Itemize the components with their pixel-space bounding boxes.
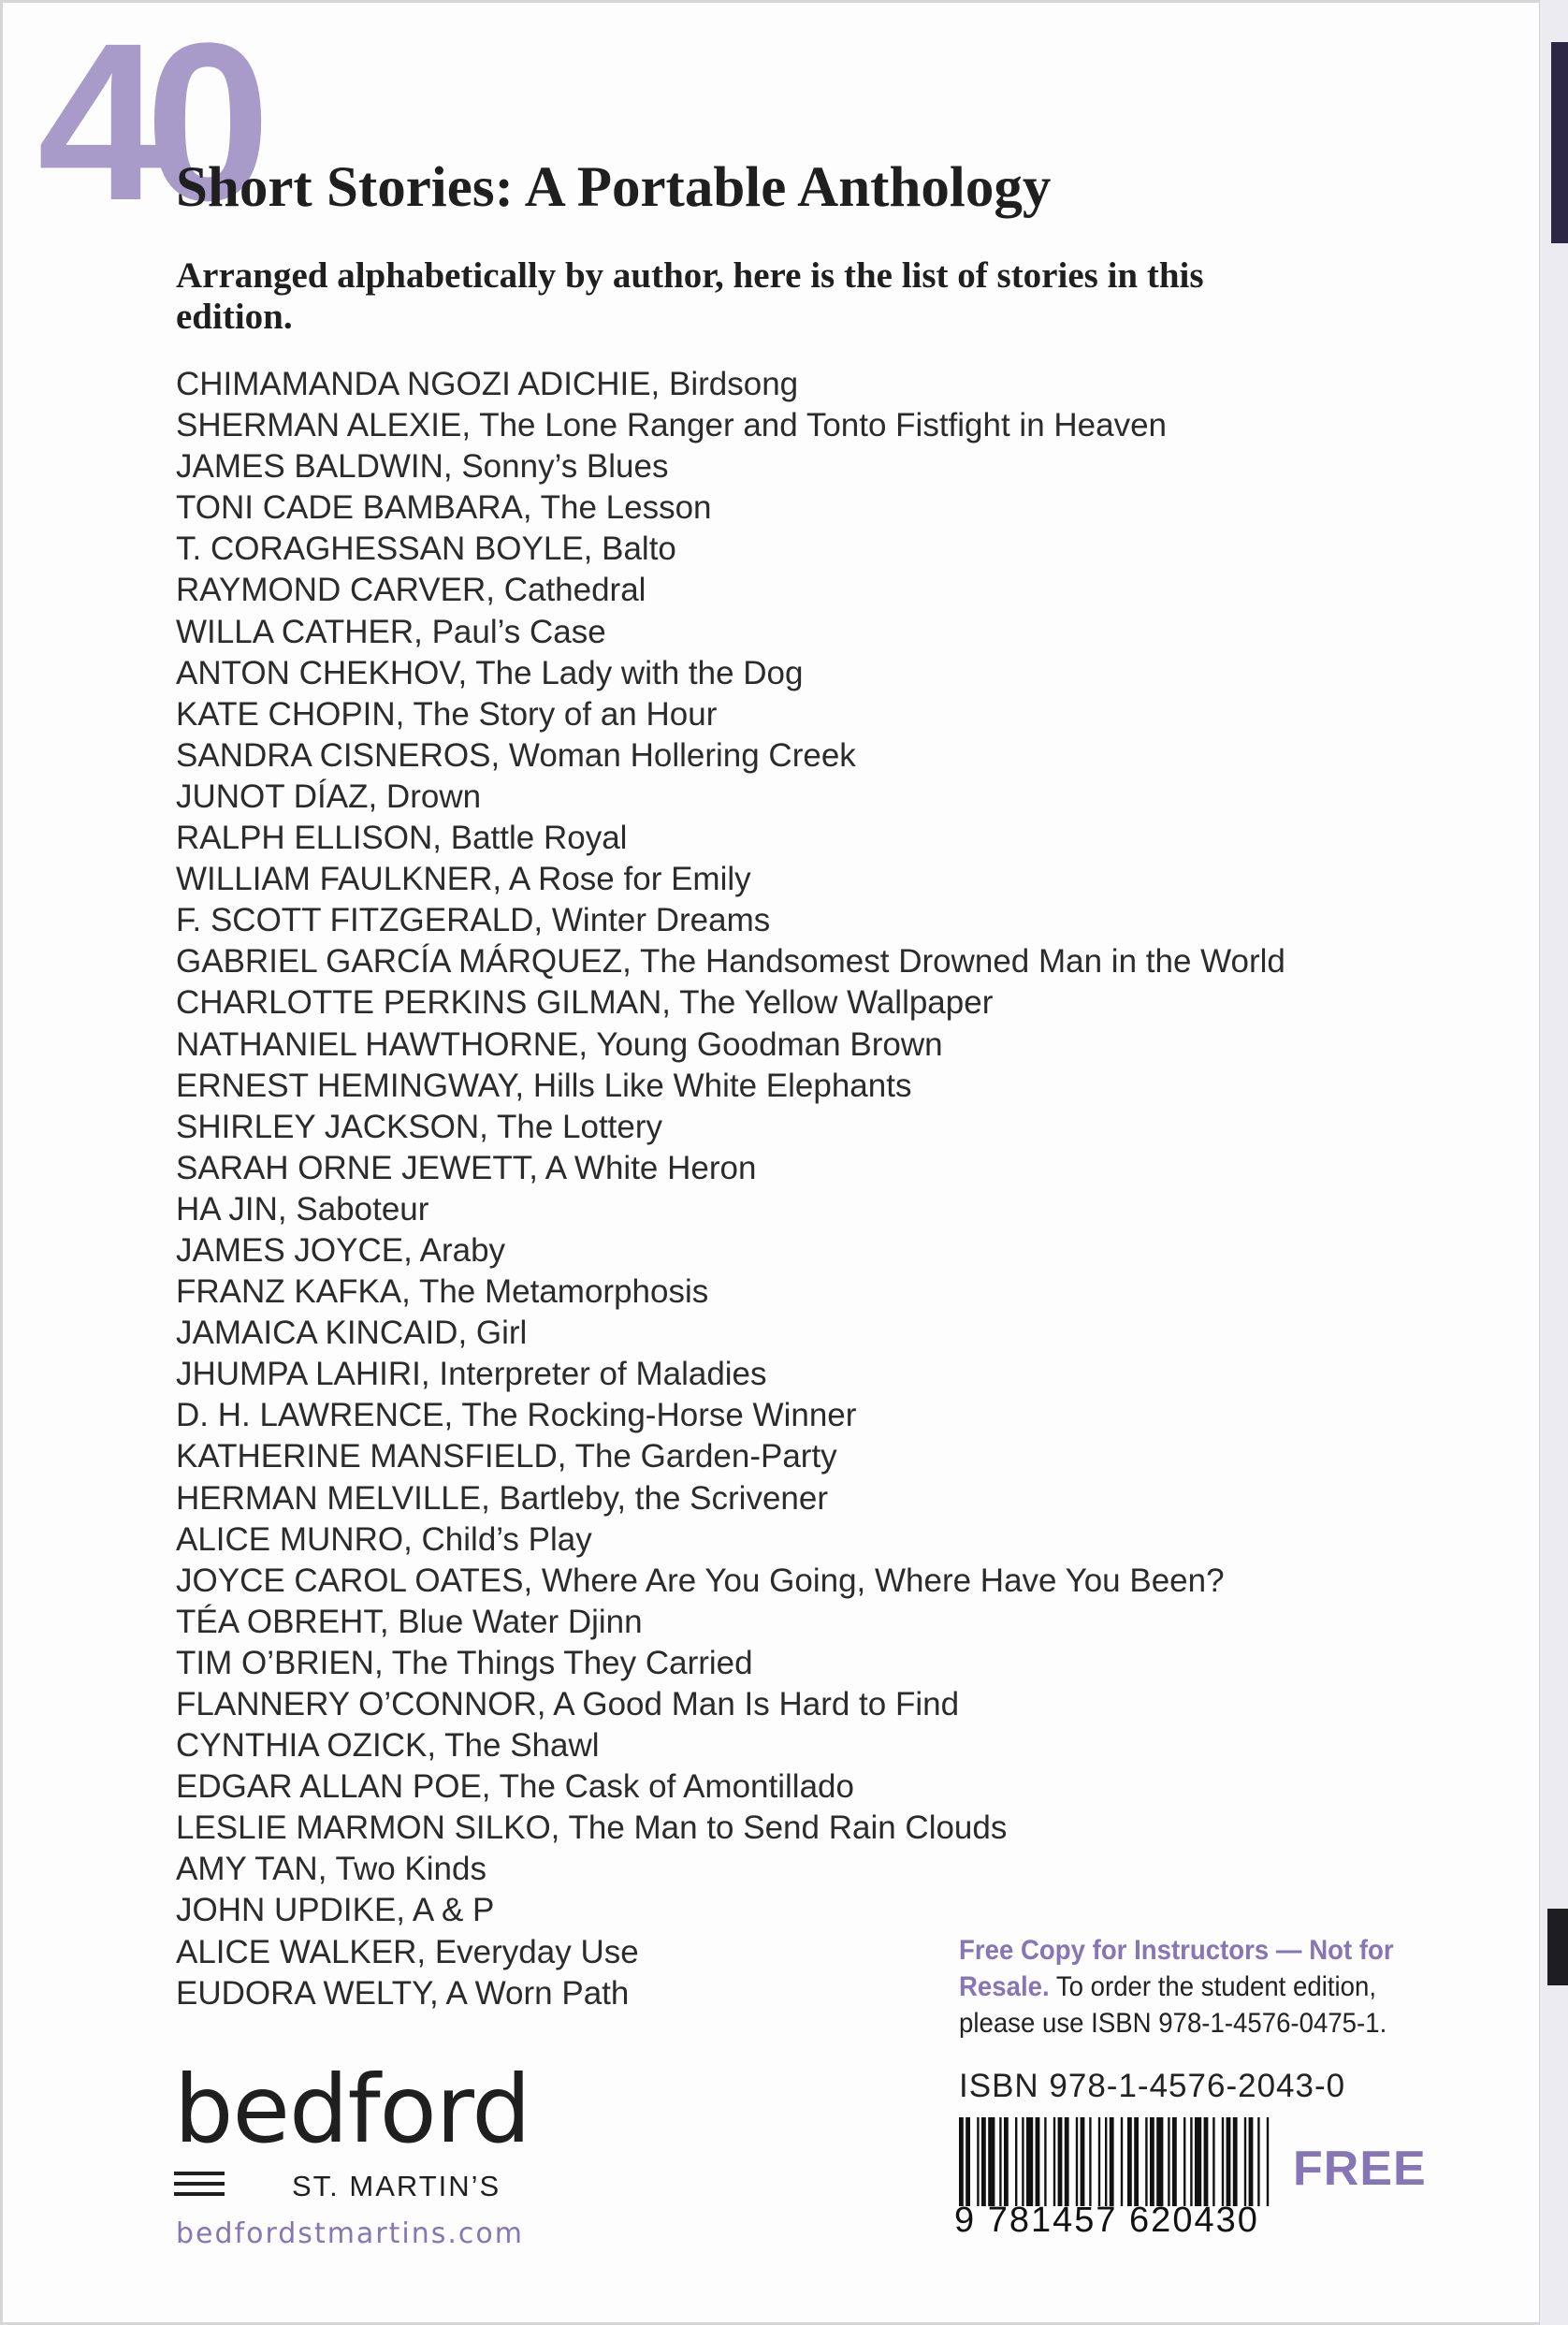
story-item: HERMAN MELVILLE, Bartleby, the Scrivener	[176, 1479, 829, 1517]
story-item: FLANNERY O’CONNOR, A Good Man Is Hard to Find	[176, 1686, 960, 1722]
price-label: FREE	[1293, 2142, 1427, 2196]
story-item: JUNOT DÍAZ, Drown	[176, 777, 482, 815]
story-item: CHIMAMANDA NGOZI ADICHIE, Birdsong	[176, 366, 799, 402]
spine-mark	[1547, 1909, 1568, 1985]
story-item: CYNTHIA OZICK, The Shawl	[176, 1727, 600, 1765]
story-item: JAMES BALDWIN, Sonny’s Blues	[176, 448, 669, 486]
publisher-logo	[174, 2055, 530, 2203]
book-title: Short Stories: A Portable Anthology	[176, 156, 1052, 219]
publisher-sub-row	[174, 2170, 530, 2203]
story-item: LESLIE MARMON SILKO, The Man to Send Rain Clouds	[176, 1809, 1008, 1847]
story-item: KATE CHOPIN, The Story of an Hour	[176, 695, 718, 733]
story-item: ERNEST HEMINGWAY, Hills Like White Elephants	[176, 1067, 912, 1104]
story-item: JOYCE CAROL OATES, Where Are You Going, Where Have You Been?	[176, 1562, 1225, 1599]
story-list	[176, 364, 1285, 2014]
story-item: AMY TAN, Two Kinds	[176, 1851, 486, 1888]
spine-accent	[1551, 42, 1568, 243]
story-item: KATHERINE MANSFIELD, The Garden-Party	[176, 1438, 837, 1475]
story-item: SANDRA CISNEROS, Woman Hollering Creek	[176, 736, 856, 774]
notice-highlight: Free Copy for Instructors — Not for Resale.	[959, 1935, 1394, 2002]
story-item: TONI CADE BAMBARA, The Lesson	[176, 489, 712, 527]
publisher-name: bedford	[174, 2055, 530, 2164]
story-item: T. CORAGHESSAN BOYLE, Balto	[176, 530, 676, 568]
book-subtitle: Arranged alphabetically by author, here is the list of stories in this edition.	[176, 255, 1204, 337]
story-item: JAMES JOYCE, Araby	[176, 1231, 506, 1269]
notice-text: To order the student edition, please use ISBN 978-1-4576-0475-1.	[959, 1971, 1387, 2039]
publisher-url: bedfordstmartins.com	[176, 2217, 524, 2250]
story-item: SHERMAN ALEXIE, The Lone Ranger and Tonto Fistfight in Heaven	[176, 407, 1168, 444]
story-item: ANTON CHEKHOV, The Lady with the Dog	[176, 654, 804, 691]
instructor-notice	[959, 1932, 1416, 2042]
story-item: WILLA CATHER, Paul’s Case	[176, 613, 606, 650]
story-item: TIM O’BRIEN, The Things They Carried	[176, 1644, 753, 1681]
story-item: FRANZ KAFKA, The Metamorphosis	[176, 1273, 709, 1311]
story-item: JOHN UPDIKE, A & P	[176, 1892, 495, 1929]
story-item: SARAH ORNE JEWETT, A White Heron	[176, 1149, 757, 1186]
story-item: NATHANIEL HAWTHORNE, Young Goodman Brown	[176, 1025, 943, 1063]
story-item: D. H. LAWRENCE, The Rocking-Horse Winner	[176, 1397, 857, 1434]
story-item: EDGAR ALLAN POE, The Cask of Amontillado	[176, 1768, 854, 1806]
story-item: CHARLOTTE PERKINS GILMAN, The Yellow Wallpaper	[176, 984, 994, 1022]
story-item: RAYMOND CARVER, Cathedral	[176, 572, 646, 609]
story-item: F. SCOTT FITZGERALD, Winter Dreams	[176, 902, 771, 939]
isbn-label: ISBN 978-1-4576-2043-0	[959, 2068, 1346, 2104]
publisher-imprint: ST. MARTIN’S	[292, 2170, 501, 2202]
big-number: 40	[37, 0, 254, 247]
barcode-icon	[959, 2117, 1272, 2206]
cover-edge-line	[1539, 0, 1540, 2325]
story-item: EUDORA WELTY, A Worn Path	[176, 1974, 630, 2012]
story-item: RALPH ELLISON, Battle Royal	[176, 820, 628, 857]
story-item: GABRIEL GARCÍA MÁRQUEZ, The Handsomest Drowned Man in the World	[176, 943, 1285, 981]
story-item: SHIRLEY JACKSON, The Lottery	[176, 1108, 663, 1145]
barcode-digits: 9 781457 620430	[954, 2201, 1259, 2240]
story-item: JAMAICA KINCAID, Girl	[176, 1315, 528, 1352]
story-item: JHUMPA LAHIRI, Interpreter of Maladies	[176, 1356, 767, 1393]
story-item: WILLIAM FAULKNER, A Rose for Emily	[176, 861, 751, 898]
story-item: HA JIN, Saboteur	[176, 1190, 429, 1228]
story-item: TÉA OBREHT, Blue Water Djinn	[176, 1603, 643, 1640]
story-item: ALICE MUNRO, Child’s Play	[176, 1520, 592, 1558]
story-item: ALICE WALKER, Everyday Use	[176, 1933, 639, 1970]
three-horizontal-lines-icon	[174, 2172, 225, 2202]
